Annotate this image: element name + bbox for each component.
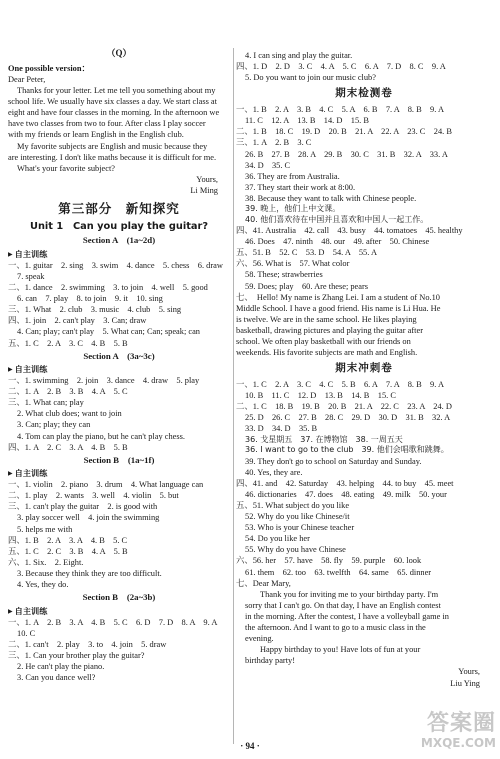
answer-line: 三、1. What can; play bbox=[8, 398, 84, 408]
answer-line: 二、1. C 18. B 19. B 20. B 21. A 22. C 23. A 24. D bbox=[236, 402, 452, 412]
answer-line: 33. D 34. D 35. B bbox=[245, 424, 318, 434]
answer-line: 一、1. A 2. B 3. A 4. B 5. C 6. D 7. D 8. A 9. A bbox=[8, 617, 218, 627]
answer-line: 46. Does 47. ninth 48. our 49. after 50. Chinese bbox=[245, 237, 430, 247]
answer-line: 38. Because they want to talk with Chinese people. bbox=[245, 193, 417, 203]
essay-line: eight and have four classes in the morning. In the afternoon we bbox=[8, 108, 220, 118]
answer-line: 七、 Hello! My name is Zhang Lei. I am a student of No.10 bbox=[236, 292, 440, 302]
essay-title: One possible version： bbox=[8, 63, 90, 73]
answer-line: 40. 他们喜欢待在中国并且喜欢和中国人一起工作。 bbox=[245, 214, 429, 224]
answer-line: 4. Yes, they do. bbox=[17, 579, 69, 589]
answer-line: 3. play soccer well 4. join the swimming bbox=[17, 513, 160, 523]
answer-line: 四、41. and 42. Saturday 43. helping 44. to buy 45. meet bbox=[236, 478, 454, 488]
answer-line: 一、1. B 2. A 3. B 4. C 5. A 6. B 7. A 8. B 9. A bbox=[236, 105, 445, 115]
letter-line: birthday party! bbox=[245, 656, 296, 666]
letter-greeting: 七、Dear Mary, bbox=[236, 578, 291, 588]
answer-line: 一、1. guitar 2. sing 3. swim 4. dance 5. chess 6. draw bbox=[8, 260, 223, 270]
essay-line: My favorite subjects are English and music because they bbox=[17, 141, 208, 151]
answer-line: 10. C bbox=[17, 628, 36, 638]
self-training-heading: ▶ 自主训练 bbox=[8, 468, 230, 479]
letter-line: sorry that I can't go. On that day, I have an English contest bbox=[245, 600, 441, 610]
answer-line: 三、1. What 2. club 3. music 4. club 5. sing bbox=[8, 305, 182, 315]
answer-line: 55. Why do you have Chinese bbox=[245, 545, 346, 555]
answer-line: 36. They are from Australia. bbox=[245, 171, 340, 181]
unit-title: Unit 1 Can you play the guitar? bbox=[29, 220, 209, 232]
answer-line: is twelve. We are in the same school. He likes playing bbox=[236, 314, 417, 324]
letter-signature: Liu Ying bbox=[450, 678, 480, 688]
answer-line: 5. helps me with bbox=[17, 524, 73, 534]
final-test-title: 期末检测卷 bbox=[335, 87, 393, 100]
section-title: Section B (1a~1f) bbox=[83, 454, 155, 465]
right-column bbox=[236, 50, 492, 689]
essay-line: school life. We usually have six classes a day. We start class at bbox=[8, 97, 217, 107]
essay-line: Thanks for your letter. Let me tell you something about my bbox=[17, 86, 216, 96]
answer-line: 34. D 35. C bbox=[245, 160, 291, 170]
essay-line: have two classes from two to four. After class I play soccer bbox=[8, 119, 206, 129]
answer-line: 46. dictionaries 47. does 48. eating 49. milk 50. your bbox=[245, 489, 447, 499]
essay-line: What's your favorite subject? bbox=[17, 163, 116, 173]
answer-line: 39. 晚上，他们上中文课。 bbox=[245, 203, 341, 213]
letter-line: Thank you for inviting me to your birthday party. I'm bbox=[260, 589, 439, 599]
answer-line: 五、1. C 2. A 3. C 4. B 5. B bbox=[8, 338, 128, 348]
part-title: 第三部分 新知探究 bbox=[58, 201, 180, 216]
answer-line: 52. Why do you like Chinese/it bbox=[245, 512, 350, 522]
answer-line: 一、1. swimming 2. join 3. dance 4. draw 5. play bbox=[8, 376, 200, 386]
answer-line: 二、1. play 2. wants 3. well 4. violin 5. but bbox=[8, 491, 179, 501]
page-number: · 94 · bbox=[240, 741, 260, 751]
self-training-heading: ▶ 自主训练 bbox=[8, 606, 230, 617]
answer-line: basketball, drawing pictures and playing the guitar after bbox=[236, 325, 423, 335]
answer-line: 53. Who is your Chinese teacher bbox=[245, 523, 355, 533]
answer-line: Middle School. I have a good friend. His name is Li Hua. He bbox=[236, 303, 441, 313]
letter-line: evening. bbox=[245, 634, 274, 644]
answer-line: 26. B 27. B 28. A 29. B 30. C 31. B 32. A 33. A bbox=[245, 149, 448, 159]
answer-line: 五、51. What subject do you like bbox=[236, 501, 350, 510]
answer-line: 7. speak bbox=[17, 271, 45, 281]
answer-line: 54. Do you like her bbox=[245, 534, 310, 544]
answer-line: 2. What club does; want to join bbox=[17, 409, 122, 419]
answer-line: 3. Can; play; they can bbox=[17, 420, 91, 430]
final-sprint-title: 期末冲刺卷 bbox=[335, 362, 393, 375]
answer-line: 36. I want to go to the club 39. 他们会唱歌和跳舞。 bbox=[245, 445, 449, 455]
answer-line: 36. 戈星期五 37. 在博物馆 38. 一周五天 bbox=[245, 434, 403, 444]
answer-line: 四、1. A 2. C 3. A 4. B 5. B bbox=[8, 442, 128, 452]
watermark-text: 答案圈 bbox=[426, 711, 496, 736]
answer-line: 二、1. can't 2. play 3. to 4. join 5. draw bbox=[8, 639, 167, 649]
answer-line: 4. Tom can play the piano, but he can't play chess. bbox=[17, 431, 185, 441]
answer-line: 四、1. B 2. A 3. A 4. B 5. C bbox=[8, 535, 128, 545]
answer-line: 3. Can you dance well? bbox=[17, 672, 96, 682]
answer-line: 五、1. C 2. C 3. B 4. A 5. B bbox=[8, 546, 128, 556]
answer-line: 三、1. can't play the guitar 2. is good with bbox=[8, 502, 158, 512]
answer-line: 五、51. B 52. C 53. D 54. A 55. A bbox=[236, 248, 377, 258]
answer-line: 四、1. join 2. can't play 3. Can; draw bbox=[8, 316, 147, 326]
answer-line: 58. These; strawberries bbox=[245, 270, 323, 280]
letter-closing: Yours, bbox=[458, 667, 480, 677]
section-title: Section A (3a~3c) bbox=[83, 350, 155, 361]
answer-line: 5. Do you want to join our music club? bbox=[245, 73, 376, 83]
answer-line: 六、56. her 57. have 58. fly 59. purple 60. look bbox=[236, 556, 422, 566]
answer-line: 10. B 11. C 12. D 13. B 14. B 15. C bbox=[245, 391, 396, 401]
watermark-logo bbox=[418, 712, 496, 756]
answer-line: 四、41. Australia 42. call 43. busy 44. tomatoes 45. healthy bbox=[236, 226, 463, 236]
self-training-heading: ▶ 自主训练 bbox=[8, 249, 230, 260]
self-training-heading: ▶ 自主训练 bbox=[8, 364, 230, 375]
essay-greeting: Dear Peter, bbox=[8, 74, 46, 84]
section-title: Section B (2a~3b) bbox=[82, 592, 156, 603]
answer-line: 三、1. A 2. B 3. C bbox=[236, 138, 312, 148]
answer-line: 二、1. B 18. C 19. D 20. B 21. A 22. A 23. C 24. B bbox=[236, 127, 452, 137]
answer-line: 61. them 62. too 63. twelfth 64. same 65. dinner bbox=[245, 567, 432, 577]
answer-line: 11. C 12. A 13. B 14. D 15. B bbox=[245, 116, 369, 126]
q-header: （Q） bbox=[106, 48, 132, 58]
letter-line: the afternoon. And I want to go to a music class in the bbox=[245, 623, 426, 633]
watermark-domain: MXQE.COM bbox=[420, 736, 496, 750]
answer-line: 一、1. violin 2. piano 3. drum 4. What language can bbox=[8, 480, 204, 490]
answer-line: 四、1. D 2. D 3. C 4. A 5. C 6. A 7. D 8. C 9. A bbox=[236, 62, 446, 72]
answer-line: 3. Because they think they are too difficult. bbox=[17, 568, 162, 578]
essay-signature: Li Ming bbox=[190, 185, 218, 195]
answer-line: 59. Does; play 60. Are these; pears bbox=[245, 281, 369, 291]
answer-line: 六、1. Six. 2. Eight. bbox=[8, 557, 84, 567]
column-divider bbox=[233, 48, 234, 744]
answer-line: 4. I can sing and play the guitar. bbox=[245, 51, 353, 60]
answer-line: 25. D 26. C 27. B 28. C 29. D 30. D 31. B 32. A bbox=[245, 413, 451, 423]
answer-line: 40. Yes, they are. bbox=[245, 467, 303, 477]
letter-line: in the morning. After the contest, I have a volleyball game in bbox=[245, 611, 449, 621]
answer-line: 二、1. A 2. B 3. B 4. A 5. C bbox=[8, 387, 128, 397]
answer-line: 39. They don't go to school on Saturday and Sunday. bbox=[245, 456, 422, 466]
answer-line: 六、56. What is 57. What color bbox=[236, 259, 350, 269]
answer-line: 二、1. dance 2. swimming 3. to join 4. well 5. good bbox=[8, 283, 208, 293]
answer-line: 2. He can't play the piano. bbox=[17, 661, 105, 671]
answer-line: 6. can 7. play 8. to join 9. it 10. sing bbox=[17, 294, 163, 304]
answer-line: 一、1. C 2. A 3. C 4. C 5. B 6. A 7. A 8. B 9. A bbox=[236, 380, 445, 390]
answer-line: 三、1. Can your brother play the guitar? bbox=[8, 650, 145, 660]
answer-line: school. We often play basketball with our friends on bbox=[236, 337, 411, 347]
letter-line: Happy birthday to you! Have lots of fun at your bbox=[260, 645, 421, 655]
answer-line: weekends. His favorite subjects are math and English. bbox=[236, 348, 418, 358]
answer-line: 4. Can; play; can't play 5. What can; Can; speak; can bbox=[17, 327, 200, 337]
essay-line: are interesting. I don't like maths because it is difficult for me. bbox=[8, 152, 217, 162]
left-column bbox=[8, 48, 230, 683]
essay-closing: Yours, bbox=[196, 174, 218, 184]
essay-line: with my friends or learn English in the English club. bbox=[8, 130, 184, 140]
answer-line: 37. They start their work at 8:00. bbox=[245, 182, 356, 192]
section-title: Section A (1a~2d) bbox=[82, 235, 156, 246]
